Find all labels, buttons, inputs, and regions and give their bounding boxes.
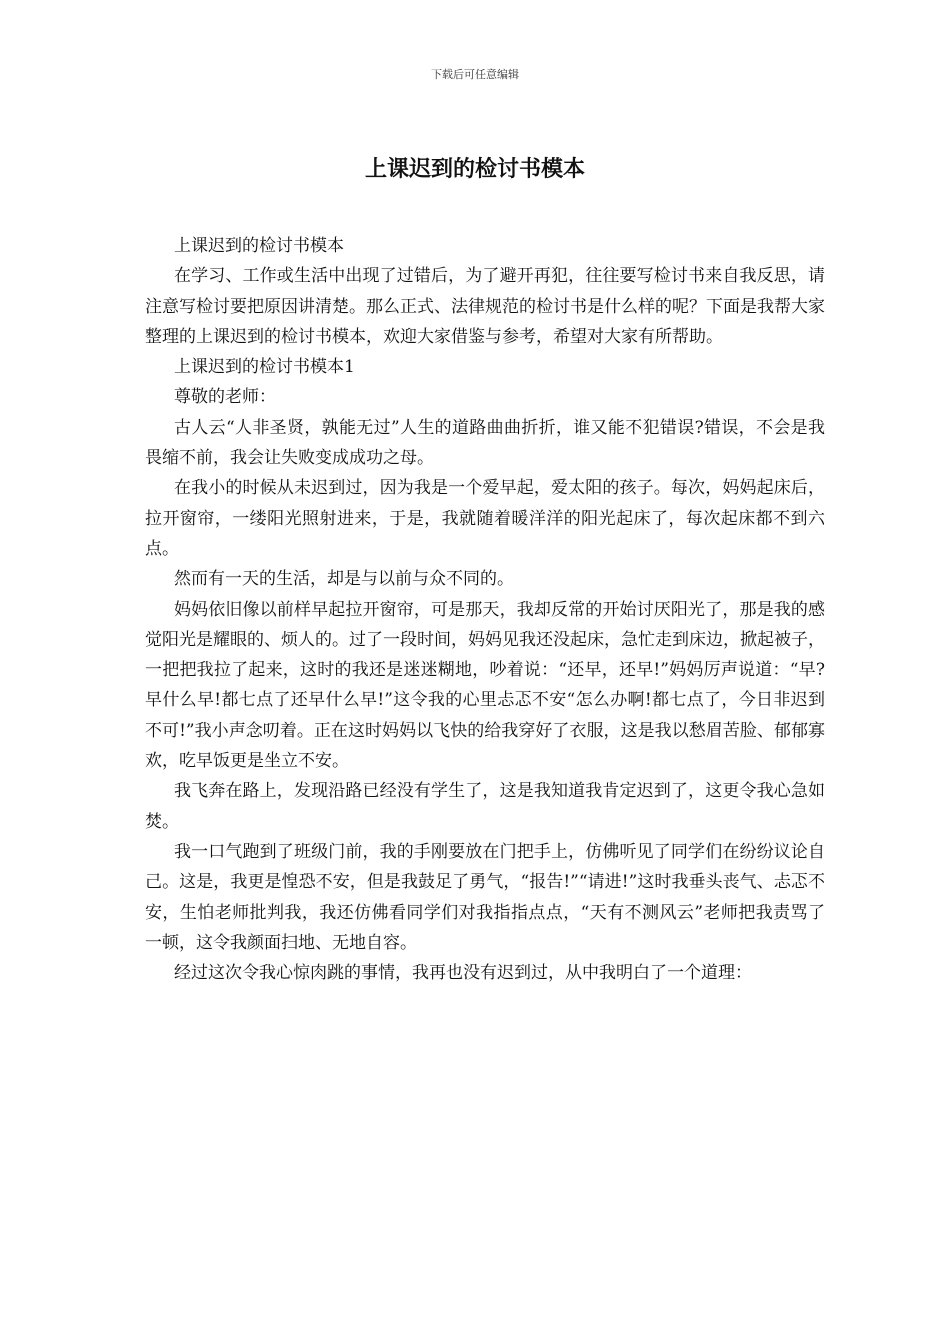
paragraph: 我飞奔在路上，发现沿路已经没有学生了，这是我知道我肯定迟到了，这更令我心急如焚。 bbox=[145, 781, 825, 832]
paragraph: 古人云“人非圣贤，孰能无过”人生的道路曲曲折折，谁又能不犯错误?错误，不会是我畏缩不前，我会让失败变成成功之母。 bbox=[145, 417, 825, 469]
paragraph: 上课迟到的检讨书模本1 bbox=[174, 357, 355, 378]
paragraph: 我一口气跑到了班级门前，我的手刚要放在门把手上，仿佛听见了同学们在纷纷议论自己。这是，我更是惶恐不安，但是我鼓足了勇气，“报告!”“请进!”这时我垂头丧气、忐忑不安，生怕老师批判我，我还仿佛看同学们对我指指点点，“天有不测风云”老师把我责骂了一顿，这令我颜面扫地、无地自容。 bbox=[145, 841, 825, 953]
document-title: 上课迟到的检讨书模本 bbox=[364, 156, 585, 182]
paragraph: 尊敬的老师： bbox=[174, 387, 276, 408]
paragraph: 妈妈依旧像以前样早起拉开窗帘，可是那天，我却反常的开始讨厌阳光了，那是我的感觉阳光是耀眼的、烦人的。过了一段时间，妈妈见我还没起床，急忙走到床边，掀起被子，一把把我拉了起来，这时的我还是迷迷糊地，吵着说：“还早，还早!”妈妈厉声说道：“早?早什么早!都七点了还早什么早!”这令我的心里忐忑不安“怎么办啊!都七点了，今日非迟到不可!”我小声念叨着。正在这时妈妈以飞快的给我穿好了衣服，这是我以愁眉苦脸、郁郁寡欢，吃早饭更是坐立不安。 bbox=[145, 599, 825, 772]
paragraph: 经过这次令我心惊肉跳的事情，我再也没有迟到过，从中我明白了一个道理： bbox=[174, 963, 752, 984]
header-note: 下载后可任意编辑 bbox=[431, 68, 519, 81]
document-body bbox=[145, 231, 825, 988]
paragraph: 在我小的时候从未迟到过，因为我是一个爱早起，爱太阳的孩子。每次，妈妈起床后，拉开窗帘，一缕阳光照射进来，于是，我就随着暖洋洋的阳光起床了，每次起床都不到六点。 bbox=[145, 478, 825, 559]
paragraph: 在学习、工作或生活中出现了过错后，为了避开再犯，往往要写检讨书来自我反思，请注意写检讨要把原因讲清楚。那么正式、法律规范的检讨书是什么样的呢？下面是我帮大家整理的上课迟到的检讨书模本，欢迎大家借鉴与参考，希望对大家有所帮助。 bbox=[145, 266, 825, 347]
paragraph: 上课迟到的检讨书模本 bbox=[174, 236, 344, 256]
paragraph: 然而有一天的生活，却是与以前与众不同的。 bbox=[174, 569, 514, 590]
